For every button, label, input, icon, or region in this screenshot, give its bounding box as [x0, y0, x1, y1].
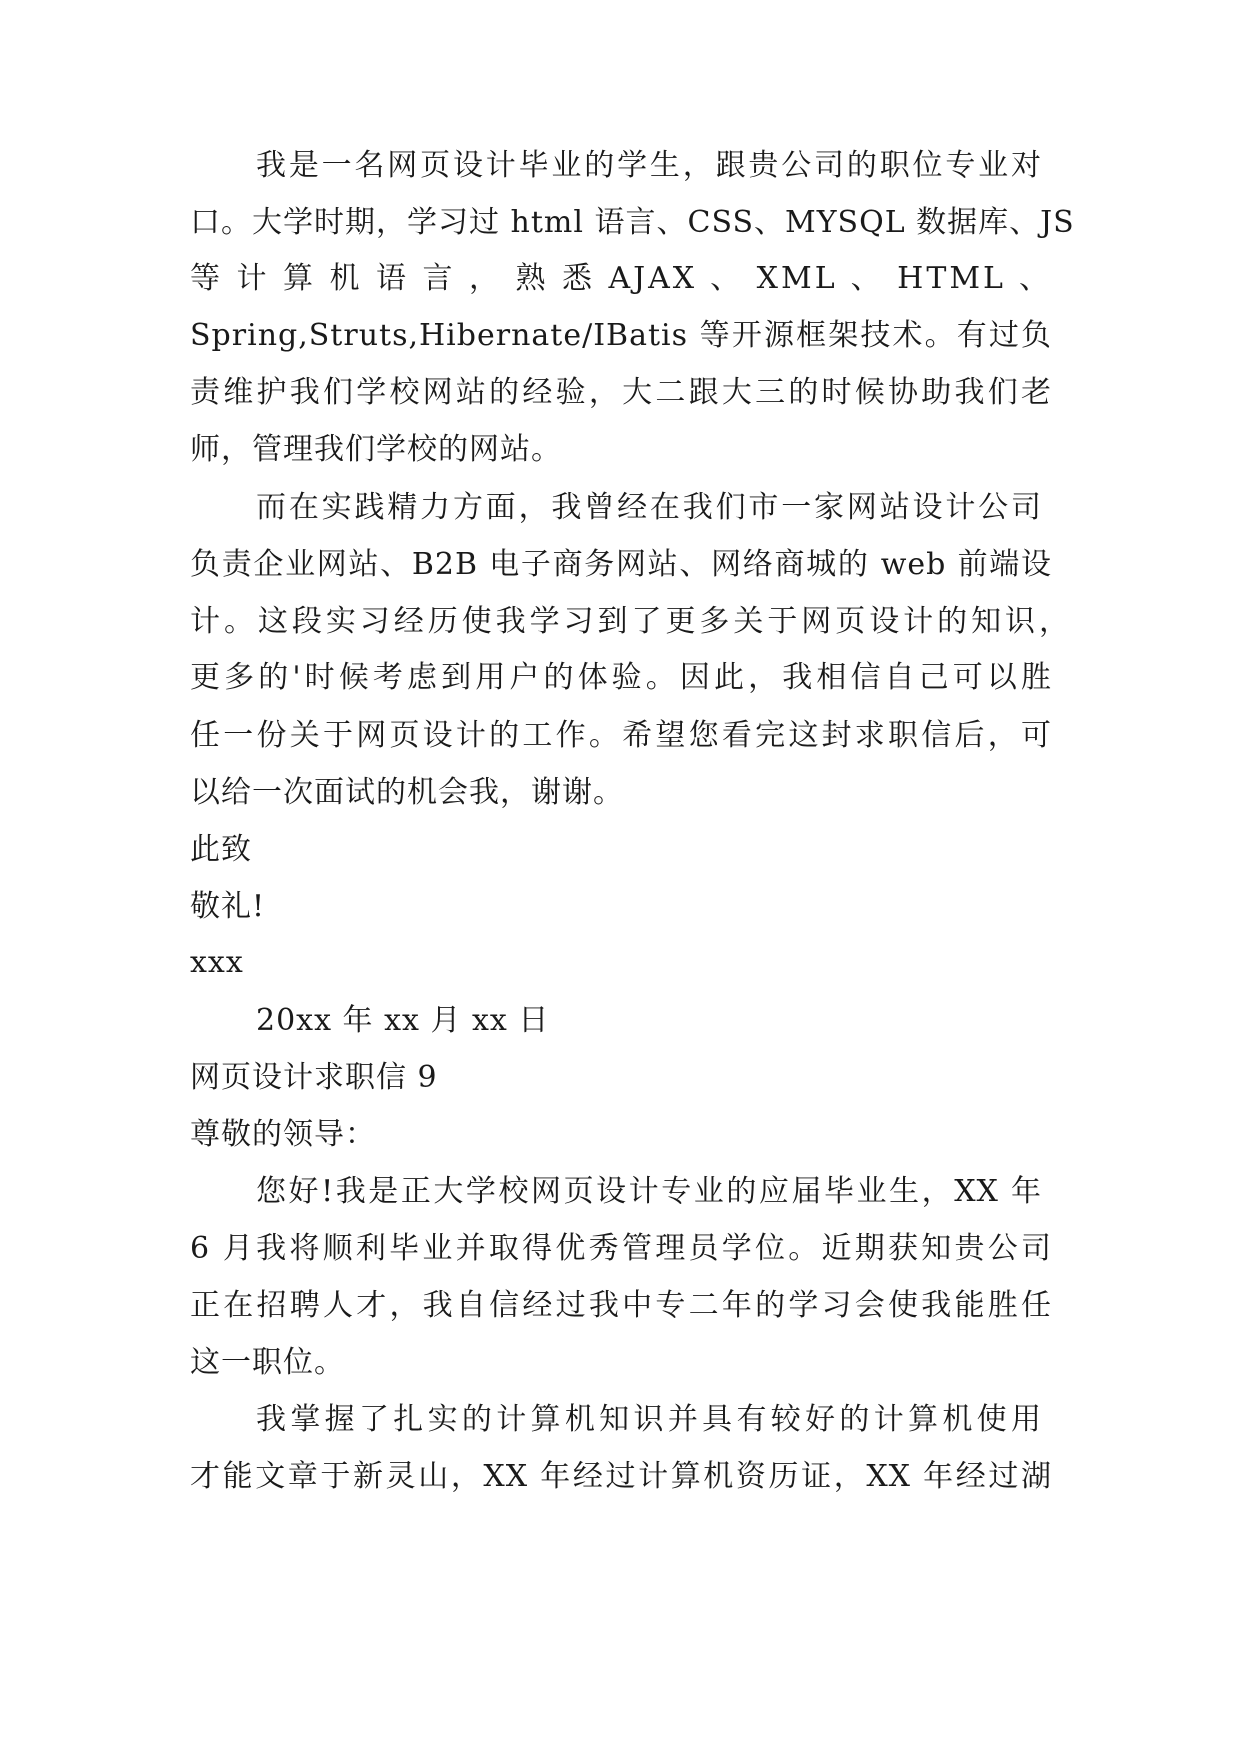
letter-title: 网页设计求职信 9 [190, 1060, 438, 1095]
paragraph-line: Spring,Struts,Hibernate/IBatis 等开源框架技术。有过负 [190, 318, 1052, 353]
paragraph-line: 正在招聘人才，我自信经过我中专二年的学习会使我能胜任 [190, 1288, 1052, 1323]
salutation: 尊敬的领导： [190, 1117, 376, 1152]
paragraph-line: 计。这段实习经历使我学习到了更多关于网页设计的知识， [190, 604, 1070, 639]
paragraph-line: 负责企业网站、B2B 电子商务网站、网络商城的 web 前端设 [190, 547, 1052, 582]
paragraph-line: 师，管理我们学校的网站。 [190, 432, 562, 467]
paragraph-line: 更多的'时候考虑到用户的体验。因此，我相信自己可以胜 [190, 660, 1052, 695]
paragraph-line: 任一份关于网页设计的工作。希望您看完这封求职信后，可 [190, 718, 1052, 753]
closing-line: 敬礼! [190, 889, 266, 924]
signature: xxx [190, 945, 244, 980]
paragraph-line: 这一职位。 [190, 1345, 345, 1380]
paragraph-line: 以给一次面试的机会我，谢谢。 [190, 775, 624, 810]
paragraph-line: 我掌握了扎实的计算机知识并具有较好的计算机使用 [256, 1402, 1042, 1437]
paragraph-line: 我是一名网页设计毕业的学生，跟贵公司的职位专业对 [256, 148, 1042, 183]
paragraph-line: 6 月我将顺利毕业并取得优秀管理员学位。近期获知贵公司 [190, 1231, 1052, 1266]
paragraph-line: 等 计 算 机 语 言 ， 熟 悉 AJAX 、 XML 、 HTML 、 [190, 261, 1052, 296]
closing-line: 此致 [190, 832, 252, 867]
paragraph-line: 责维护我们学校网站的经验，大二跟大三的时候协助我们老 [190, 375, 1052, 410]
paragraph-line: 口。大学时期，学习过 html 语言、CSS、MYSQL 数据库、JS [190, 205, 1075, 240]
paragraph-line: 而在实践精力方面，我曾经在我们市一家网站设计公司 [256, 490, 1042, 525]
paragraph-line: 您好!我是正大学校网页设计专业的应届毕业生，XX 年 [256, 1174, 1042, 1209]
date-line: 20xx 年 xx 月 xx 日 [256, 1003, 550, 1038]
paragraph-line: 才能文章于新灵山，XX 年经过计算机资历证，XX 年经过湖 [190, 1459, 1052, 1494]
